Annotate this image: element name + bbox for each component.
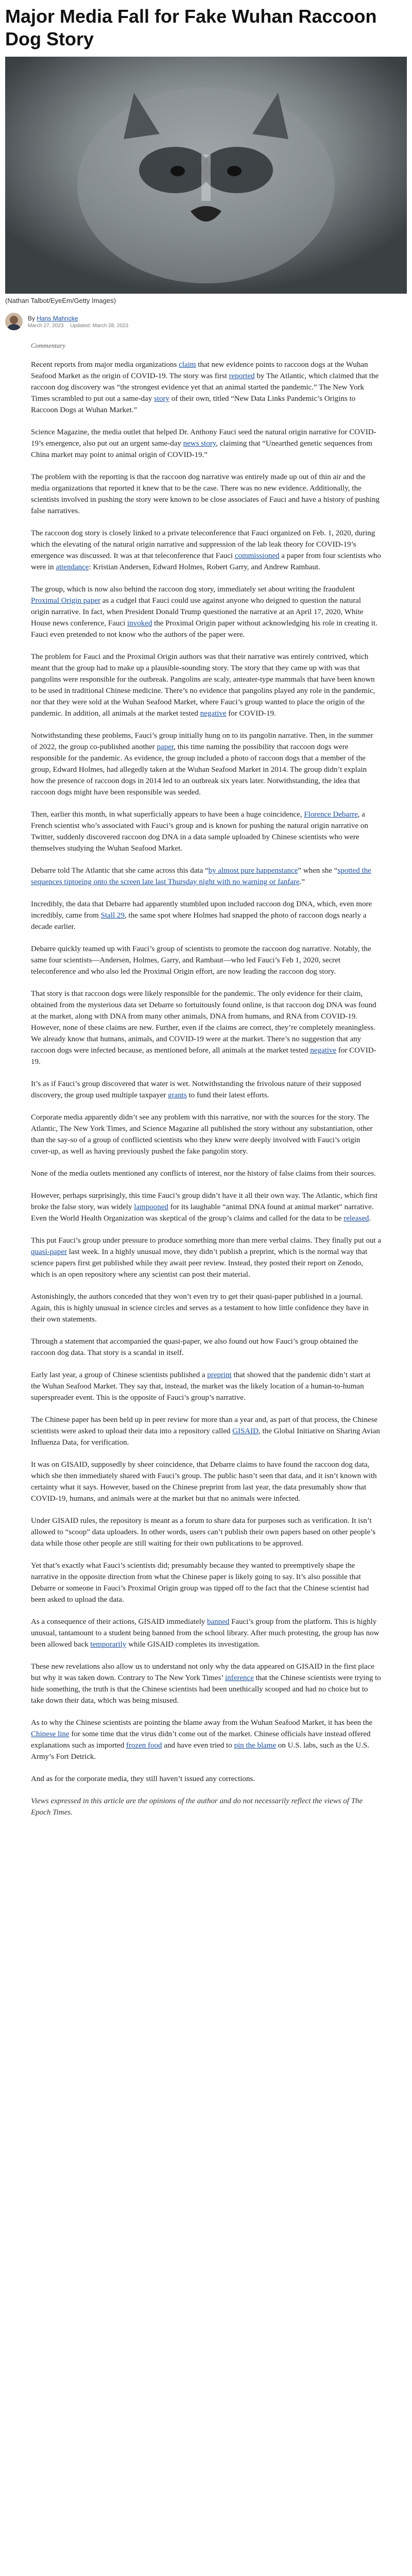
paragraph-text: The group, which is now also behind the raccoon dog story, immediately set about writing the fraudulent: [31, 585, 355, 594]
paragraph-text: Recent reports from major media organizations: [31, 361, 179, 369]
paragraph-text: Debarre quickly teamed up with Fauci’s group of scientists to promote the raccoon dog narrative. Notably, the same four scientists—Andersen, Holmes, Garry, and Rambaut—who led Fauci’s Feb 1, 2020, secret teleconference and who also led the Proximal Origin effort, are now leading the raccoon dog story.: [31, 945, 371, 976]
article-paragraph: [31, 1773, 381, 1785]
inline-link[interactable]: invoked: [127, 619, 152, 628]
inline-link[interactable]: GISAID: [232, 1427, 259, 1435]
paragraph-text: while GISAID completes its investigation.: [126, 1640, 260, 1649]
paragraph-text: As to why the Chinese scientists are pointing the blame away from the Wuhan Seafood Market, it has been the: [31, 1719, 373, 1727]
article-paragraph: [31, 899, 381, 933]
article-paragraph: [31, 1291, 381, 1325]
inline-link[interactable]: reported: [229, 372, 255, 380]
paragraph-text: Notwithstanding these problems, Fauci’s group initially hung on to its pangolin narrative. Then, in the summer of 2022, the group co-published another: [31, 732, 373, 751]
inline-link[interactable]: story: [154, 395, 169, 403]
paragraph-text: the Proximal Origin paper without acknowledging his role in creating it. Fauci even pretended to not know who the authors of the paper were.: [31, 619, 377, 639]
paragraph-text: for its laughable “animal DNA found at animal market” narrative. Even the World Health Organization was skeptical of the group’s claims and called for the data to be: [31, 1203, 374, 1223]
article-paragraph: [31, 809, 381, 854]
paragraph-text: Corporate media apparently didn’t see any problem with this narrative, nor with the sources for the story. The Atlantic, The New York Times, and Science Magazine all published the story without any substantiation, other than the say-so of a group of conflicted scientists who they knew were deeply involved with Fauci’s origin cover-up, as well as having previously pushed the fake pangolin story.: [31, 1113, 373, 1156]
article-paragraph: [31, 1190, 381, 1224]
paragraph-text: As a consequence of their actions, GISAID immediately: [31, 1618, 207, 1626]
paragraph-text: None of the media outlets mentioned any conflicts of interest, nor the history of false claims from their sources.: [31, 1170, 376, 1178]
article-paragraph: [31, 528, 381, 573]
inline-link[interactable]: frozen food: [126, 1741, 162, 1750]
inline-link[interactable]: pin the blame: [234, 1741, 277, 1750]
paragraph-text: That story is that raccoon dogs were likely responsible for the pandemic. The only evidence for their claim, obtained from the mysterious data set Debarre so fortuitously found online, is that raccoon dog DNA was found at the market, along with DNA from many other animals, DNA from humans, and RNA from COVID-19. However, none of these claims are new. Further, even if the claims are correct, they’re completely meaningless. We already know that humans, animals, and COVID-19 were at the market. There’s no suggestion that any raccoon dogs were infected because, as mentioned before, all animals at the market tested: [31, 990, 376, 1055]
inline-link[interactable]: claim: [179, 361, 196, 369]
byline-meta: [28, 315, 133, 329]
author-line: [28, 315, 133, 322]
byline-dates: [28, 323, 133, 329]
inline-link[interactable]: preprint: [207, 1371, 232, 1379]
inline-link[interactable]: negative: [200, 709, 227, 718]
inline-link[interactable]: grants: [168, 1091, 187, 1099]
paragraph-text: of their own, titled “New Data Links Pandemic’s Origins to Raccoon Dogs at Wuhan Market.”: [31, 395, 356, 414]
paragraph-text: on U.S. labs, such as the U.S. Army’s Fort Detrick.: [31, 1741, 369, 1761]
article-paragraph: [31, 943, 381, 977]
author-link[interactable]: Hans Mahncke: [37, 314, 78, 322]
article-paragraph: [31, 1717, 381, 1762]
paragraph-text: Yet that’s exactly what Fauci’s scientists did; presumably because they wanted to preemptively shape the narrative in the opposite direction from what the Chinese paper is likely going to say. It’s also possible that Debarre or someone in Fauci’s Proximal Origin group was tipped off to the fact that the Chinese scientist had been asked to upload the data.: [31, 1562, 369, 1604]
article-paragraph: [31, 1414, 381, 1448]
hero-caption: (Nathan Talbot/EyeEm/Getty Images): [5, 297, 116, 304]
paragraph-text: This put Fauci’s group under pressure to produce something more than mere verbal claims. They finally put out a: [31, 1236, 381, 1245]
publish-date: March 27, 2023: [28, 323, 64, 329]
inline-link[interactable]: inference: [225, 1674, 254, 1682]
article-paragraph: [31, 427, 381, 461]
paragraph-text: And as for the corporate media, they still haven’t issued any corrections.: [31, 1775, 255, 1783]
inline-link[interactable]: attendance: [56, 563, 89, 571]
inline-link[interactable]: commissioned: [234, 552, 280, 560]
paragraph-text: However, perhaps surprisingly, this time Fauci’s group didn’t have it all their own way. The Atlantic, which first broke the false story, was widely: [31, 1192, 378, 1211]
inline-link[interactable]: by almost pure happenstance: [208, 867, 298, 875]
paragraph-text: The problem with the reporting is that the raccoon dog narrative was entirely made up out of thin air and the media organizations that reported it knew that to be the case. There was no new evidence. Additionally, the scientists involved in pushing the story were known to be close associates of Fauci and have a history of pushing false narratives.: [31, 473, 380, 515]
paragraph-text: to fund their latest efforts.: [186, 1091, 269, 1099]
article-paragraph: [31, 1369, 381, 1403]
byline-prefix: By: [28, 314, 36, 322]
inline-link[interactable]: negative: [310, 1046, 337, 1055]
hero-image: [5, 57, 407, 294]
inline-link[interactable]: Chinese line: [31, 1730, 70, 1738]
author-avatar[interactable]: [5, 313, 23, 330]
section-label: Commentary: [31, 342, 66, 349]
article-paragraph: [31, 1078, 381, 1101]
inline-link[interactable]: Stall 29: [100, 911, 125, 920]
updated-date: Updated: March 28, 2023: [70, 323, 129, 329]
paragraph-text: , the Global Initiative on Sharing Avian Influenza Data, for verification.: [31, 1427, 380, 1447]
inline-link[interactable]: Proximal Origin paper: [31, 597, 100, 605]
article-paragraph: [31, 865, 381, 888]
paragraph-text: for some time that the virus didn’t come out of the market. Chinese officials have instead offered explanations such as imported: [31, 1730, 371, 1750]
inline-link[interactable]: Florence Debarre: [304, 810, 358, 819]
article-paragraph: [31, 1235, 381, 1280]
paragraph-text: : Kristian Andersen, Edward Holmes, Robert Garry, and Andrew Rambaut.: [89, 563, 320, 571]
inline-link[interactable]: lampooned: [134, 1203, 168, 1211]
paragraph-text: Through a statement that accompanied the quasi-paper, we also found out how Fauci’s group obtained the raccoon dog data. That story is a scandal in itself.: [31, 1337, 358, 1357]
article-paragraph: [31, 651, 381, 719]
paragraph-text: that the Chinese scientists were trying to hide something, the truth is that the Chinese scientists had been unethically scooped and had no choice but to take down their data, which was being misused.: [31, 1674, 381, 1705]
paragraph-text: and have even tried to: [162, 1741, 234, 1750]
inline-link[interactable]: banned: [207, 1618, 230, 1626]
paragraph-text: Science Magazine, the media outlet that helped Dr. Anthony Fauci seed the natural origin narrative for COVID-19’s emergence, also put out an urgent same-day: [31, 428, 376, 448]
paragraph-text: These new revelations also allow us to understand not only why the data appeared on GISAID in the first place but why it was taken down. Contrary to The New York Times’: [31, 1663, 374, 1682]
paragraph-text: , the same spot where Holmes had snapped the photo of raccoon dogs nearly a decade earlier.: [31, 911, 367, 931]
paragraph-text: by The Atlantic, which claimed that the raccoon dog discovery was “the strongest evidence yet that an animal started the pandemic.” The New York Times scrambled to put out a same-day: [31, 372, 379, 403]
article-paragraph: [31, 730, 381, 798]
paragraph-text: .: [369, 1214, 371, 1223]
article-paragraph: [31, 1459, 381, 1504]
article-paragraph: [31, 988, 381, 1067]
raccoon-dog-photo: [5, 57, 407, 294]
article-paragraph: [31, 1560, 381, 1605]
paragraph-text: The raccoon dog story is closely linked to a private teleconference that Fauci organized on Feb. 1, 2020, during which the elevating of the natural origin narrative and suppression of the lab leak theory for COVID-19’s emergence was discussed. It was at that teleconference that Fauci: [31, 529, 375, 560]
inline-link[interactable]: news story: [183, 439, 216, 448]
paragraph-text: Early last year, a group of Chinese scientists published a: [31, 1371, 208, 1379]
article-paragraph: [31, 1661, 381, 1706]
inline-link[interactable]: paper: [157, 743, 174, 751]
paragraph-text: The problem for Fauci and the Proximal Origin authors was that their narrative was entirely contrived, which meant that the group had to make up a plausible-sounding story. The story that they came up with was that pangolins were responsible for the outbreak. Pangolins are scaly, anteater-type mammals that have been known to be used in traditional Chinese medicine. There’s no evidence that pangolins played any role in the pandemic, nor that they were sold at the Wuhan Seafood Market, where Fauci’s group wanted to place the origin of the pandemic. In addition, all animals at the market tested: [31, 653, 375, 718]
paragraph-text: It’s as if Fauci’s group discovered that water is wet. Notwithstanding the frivolous nature of their supposed discovery, the group used multiple taxpayer: [31, 1080, 362, 1099]
article-paragraph: [31, 584, 381, 640]
article-disclaimer: Views expressed in this article are the opinions of the author and do not necessarily reflect the views of The Epoch Times.: [31, 1797, 363, 1817]
paragraph-text: that new evidence points to raccoon dogs at the Wuhan Seafood Market as the origin of COVID-19. The story was first: [31, 361, 368, 380]
article-paragraph: [31, 1168, 381, 1179]
article-headline: Major Media Fall for Fake Wuhan Raccoon Dog Story: [5, 6, 377, 49]
article-paragraph: [31, 359, 381, 416]
paragraph-text: Under GISAID rules, the repository is meant as a forum to share data for purposes such as verification. It isn’t allowed to “scoop” data uploaders. In other words, users can’t publish their own papers based on other people’s data while those other people are still waiting for their own publications to be approved.: [31, 1517, 376, 1548]
byline: [5, 313, 407, 330]
paragraph-text: The Chinese paper has been held up in peer review for more than a year and, as part of that process, the Chinese scientists were asked to upload their data into a repository called: [31, 1416, 378, 1435]
paragraph-text: .”: [299, 878, 305, 886]
paragraph-text: Fauci’s group from the platform. This is highly unusual, tantamount to a student being banned from the school library. After much protesting, the group has now been allowed back: [31, 1618, 380, 1649]
paragraph-text: Then, earlier this month, in what superficially appears to have been a huge coincidence,: [31, 810, 304, 819]
paragraph-text: ” when she “: [298, 867, 338, 875]
inline-link[interactable]: temporarily: [90, 1640, 127, 1649]
paragraph-text: for COVID-19.: [31, 1046, 376, 1066]
paragraph-text: Astonishingly, the authors conceded that they won’t even try to get their quasi-paper published in a journal. Again, this is highly unusual in science circles and serves as a testament to how little confidence they have in their own statements.: [31, 1293, 369, 1324]
paragraph-text: a paper from four scientists who were in: [31, 552, 381, 571]
article-paragraph: [31, 1336, 381, 1359]
article-paragraph: [31, 471, 381, 517]
article-paragraph: [31, 1112, 381, 1157]
paragraph-text: Debarre told The Atlantic that she came across this data “: [31, 867, 209, 875]
paragraph-text: for COVID-19.: [226, 709, 276, 718]
paragraph-text: that showed that the pandemic didn’t start at the Wuhan Seafood Market. They say that, instead, the market was the likely location of a human-to-human superspreader event. This is the opposite of Fauci’s group’s narrative.: [31, 1371, 371, 1402]
paragraph-text: as a cudgel that Fauci could use against anyone who deigned to question the natural origin narrative. In fact, when President Donald Trump questioned the narrative at an April 17, 2020, White House news conference, Fauci: [31, 597, 364, 628]
inline-link[interactable]: spotted the sequences tiptoeing onto the screen late last Thursday night with no warning or fanfare: [31, 867, 371, 886]
article-body: [0, 359, 412, 1785]
paragraph-text: , claiming that “Unearthed genetic sequences from China market may point to animal origin of COVID-19.”: [31, 439, 372, 459]
paragraph-text: It was on GISAID, supposedly by sheer coincidence, that Debarre claims to have found the raccoon dog data, which she then immediately shared with Fauci’s group. The public hasn’t seen that data, and it isn’t known with certainty what it says. However, based on the Chinese preprint from last year, the data presumably show that COVID-19, humans, and animals were at the market but that no animals were infected.: [31, 1461, 377, 1503]
article-paragraph: [31, 1616, 381, 1650]
paragraph-text: , this time naming the possibility that raccoon dogs were responsible for the pandemic. As evidence, the group included a photo of raccoon dogs that a member of the group, Edward Holmes, had allegedly taken at the Wuhan Seafood Market in 2014. The group didn’t explain how the presence of raccoon dogs in 2014 led to an outbreak six years later. Notwithstanding, the idea that raccoon dogs might have been responsible was seeded.: [31, 743, 367, 796]
paragraph-text: , a French scientist who’s associated with Fauci’s group and is known for pushing the natural origin narrative on Twitter, suddenly discovered raccoon dog DNA in a data sample uploaded by Chinese scientists who were themselves studying the Wuhan Seafood Market.: [31, 810, 368, 853]
inline-link[interactable]: quasi-paper: [31, 1248, 67, 1256]
paragraph-text: Incredibly, the data that Debarre had apparently stumbled upon included raccoon dog DNA, which, even more incredibly, came from: [31, 900, 372, 920]
article-paragraph: [31, 1515, 381, 1549]
paragraph-text: last week. In a highly unusual move, they didn’t publish a preprint, which is the normal way that science papers first get published while they await peer review. Instead, they posted their report on Zenodo, which is an open repository where any scientist can post their material.: [31, 1248, 368, 1279]
inline-link[interactable]: released: [344, 1214, 369, 1223]
